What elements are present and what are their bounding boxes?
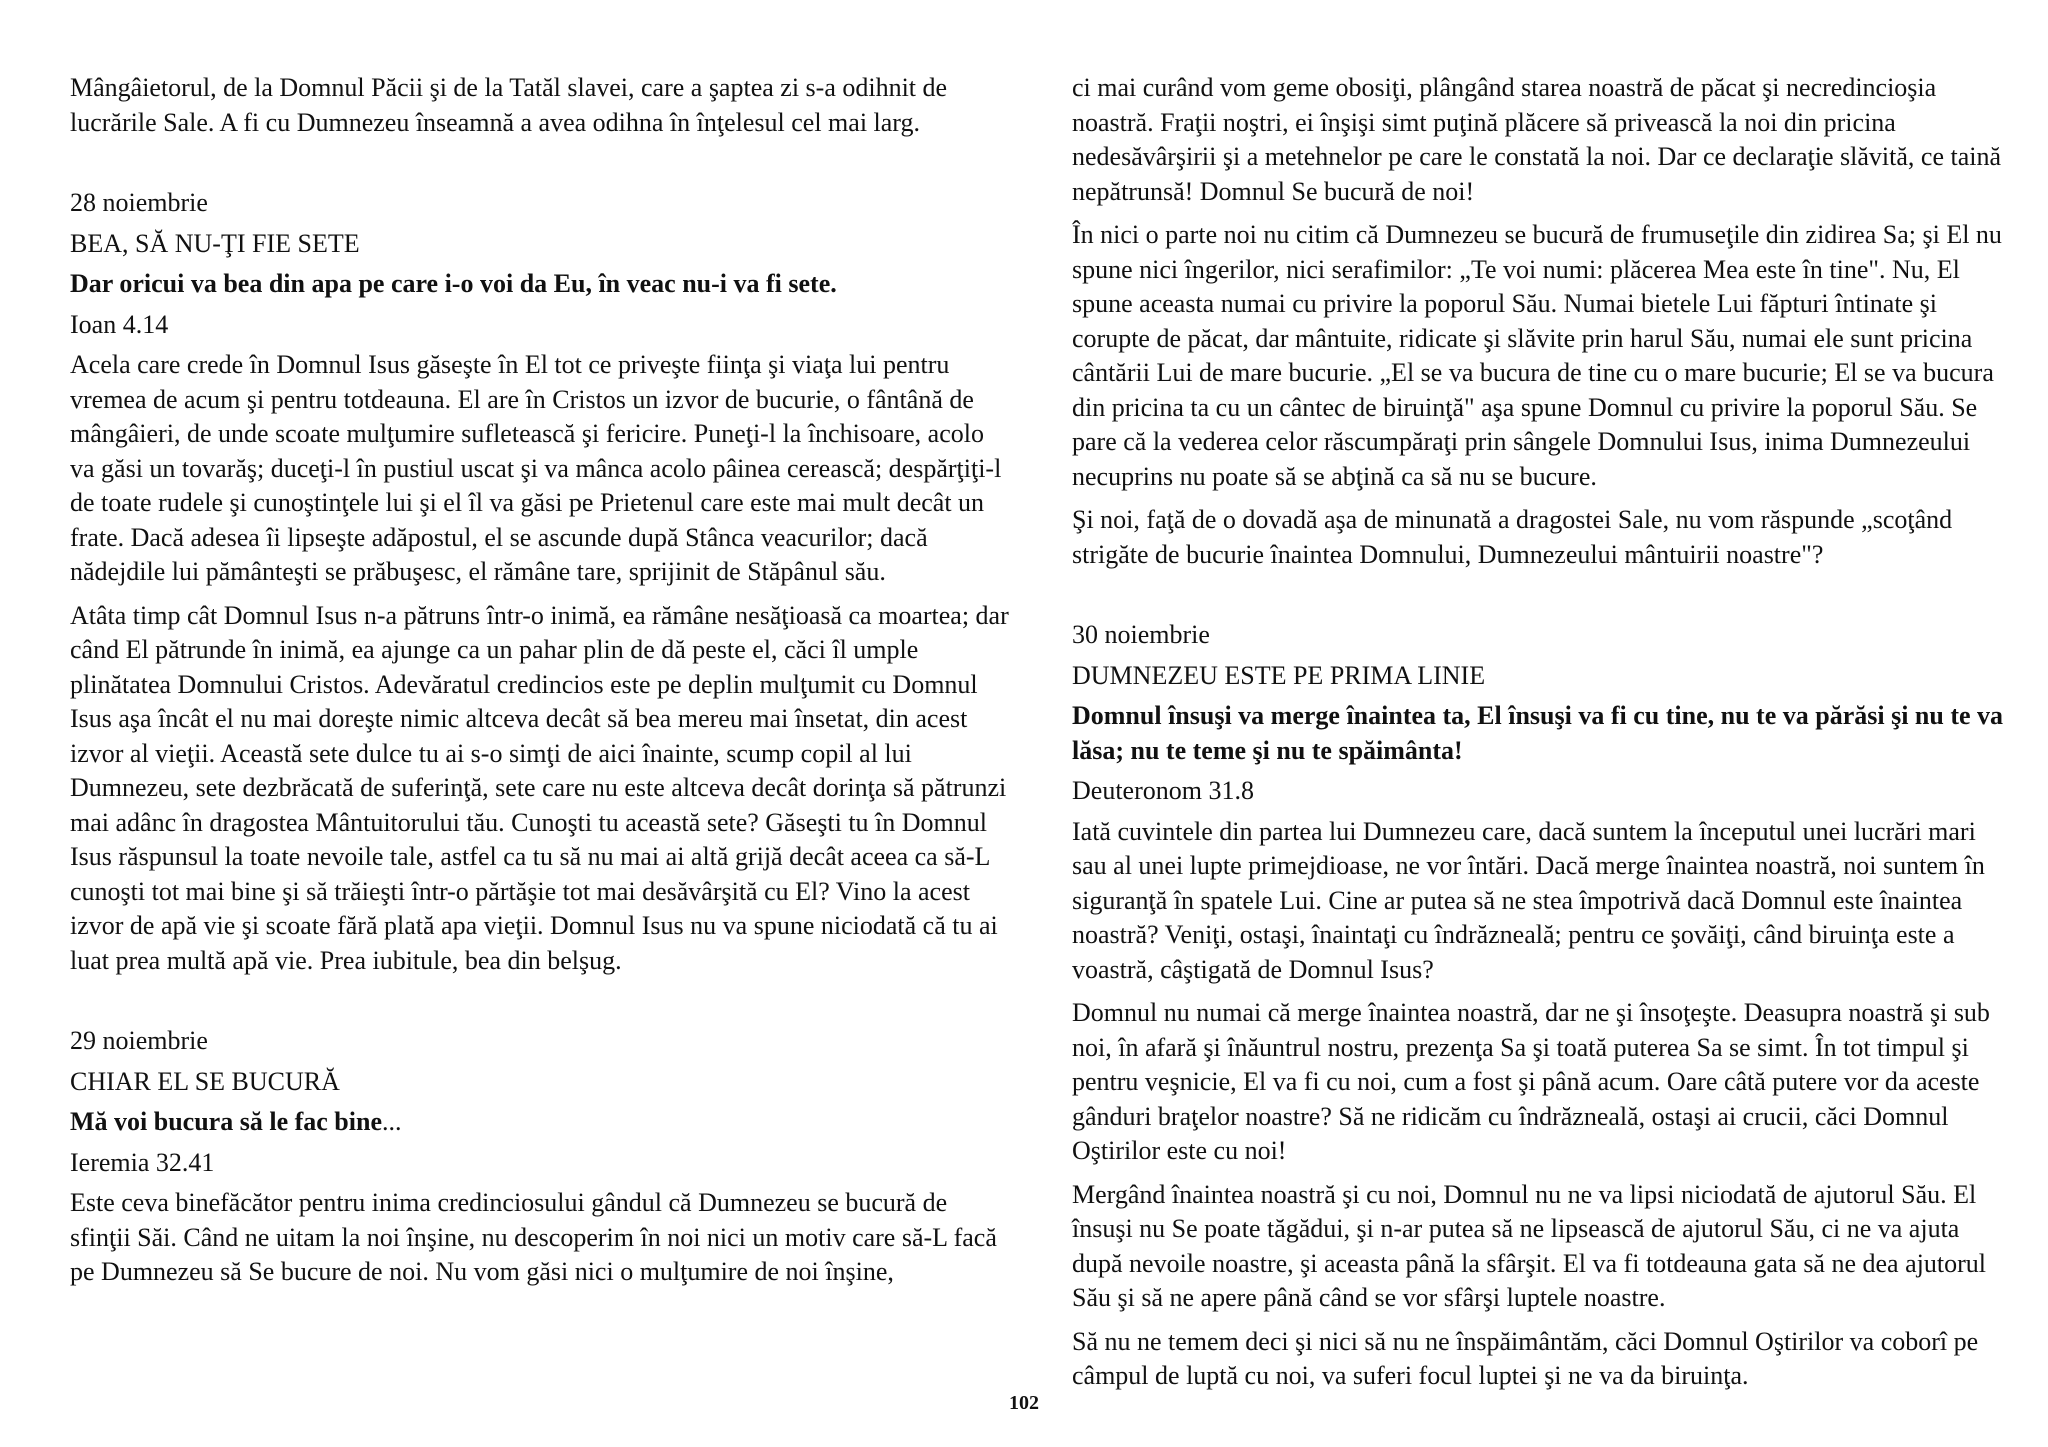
entry-title: DUMNEZEU ESTE PE PRIMA LINIE [1072,660,1486,690]
continuation-paragraph: ci mai curând vom geme obosiţi, plângând starea noastră de păcat şi necredincioşia noastră. Fraţii noştri, ei înşişi simt puţină plăcere să privească la noi din pricina nedesăvârşirii şi a metehnelor pe care le constată la noi. Dar ce declaraţie slăvită, ce taină nepătrunsă! Domnul Se bucură de noi! [1072,73,2002,206]
entry-verse: Domnul însuşi va merge înaintea ta, El însuşi va fi cu tine, nu te va părăsi şi nu te va lăsa; nu te teme şi nu te spăimânta! [1072,701,2004,765]
continuation-paragraph: Mângâietorul, de la Domnul Păcii şi de la Tatăl slavei, care a şaptea zi s-a odihnit de lucrările Sale. A fi cu Dumnezeu înseamnă a avea odihna în înţelesul cel mai larg. [70,73,948,137]
page-number: 102 [1009,1392,1039,1414]
entry-reference: Deuteronom 31.8 [1072,776,1254,805]
entry-november-29 [70,1024,1010,1290]
entry-title: CHIAR EL SE BUCURĂ [70,1066,340,1096]
entry-date: 28 noiembrie [70,188,208,217]
entry-paragraph: Este ceva binefăcător pentru inima credinciosului gândul că Dumnezeu se bucură de sfinţii Săi. Când ne uitam la noi înşine, nu descoperim în noi nici un motiv care să-L facă pe Dumnezeu să Se bucure de noi. Nu vom găsi nici o mulţumire de noi înşine, [70,1188,997,1286]
entry-date: 29 noiembrie [70,1026,208,1055]
entry-verse: Dar oricui va bea din apa pe care i-o voi da Eu, în veac nu-i va fi sete. [70,269,837,298]
entry-verse [70,1105,1010,1140]
continuation-paragraph: În nici o parte noi nu citim că Dumnezeu se bucură de frumuseţile din zidirea Sa; şi El nu spune nici îngerilor, nici serafimilor: „Te voi numi: plăcerea Mea este în tine". Nu, El spune aceasta numai cu privire la poporul Său. Numai bietele Lui făpturi întinate şi corupte de păcat, dar mântuite, ridicate şi slăvite prin harul Său, numai ele sunt pricina cântării Lui de mare bucurie. „El se va bucura de tine cu o mare bucurie; El se va bucura din pricina ta cu un cântec de biruinţă" aşa spune Domnul cu privire la poporul Său. Se pare că la vederea celor răscumpăraţi prin sângele Domnului Isus, inima Dumnezeului necuprins nu poate să se abţină ca să nu se bucure. [1072,220,2002,491]
entry-november-30 [1072,618,2010,1394]
entry-date: 30 noiembrie [1072,620,1210,649]
entry-november-28 [70,186,1010,978]
entry-reference: Ieremia 32.41 [70,1147,215,1177]
left-column [70,71,1010,1299]
entry-paragraph: Să nu ne temem deci şi nici să nu ne înspăimântăm, căci Domnul Oştirilor va coborî pe câmpul de luptă cu noi, va suferi focul luptei şi ne va da biruinţa. [1072,1326,1979,1390]
continuation-paragraph: Şi noi, faţă de o dovadă aşa de minunată a dragostei Sale, nu vom răspunde „scoţând strigăte de bucurie înaintea Domnului, Dumnezeului mântuirii noastre"? [1072,505,1953,569]
entry-verse-text: Mă voi bucura să le fac bine [70,1107,382,1136]
entry-paragraph: Iată cuvintele din partea lui Dumnezeu care, dacă suntem la începutul unei lucrări mari sau al unei lupte primejdioase, ne vor întări. Dacă merge înaintea noastră, noi suntem în siguranţă în spatele Lui. Cine ar putea să ne stea împotrivă dacă Domnul este înaintea noastră? Veniţi, ostaşi, înaintaţi cu îndrăzneală; pentru ce şovăiţi, când biruinţa este a voastră, câştigată de Domnul Isus? [1072,816,1985,984]
entry-paragraph: Mergând înaintea noastră şi cu noi, Domnul nu ne va lipsi niciodată de ajutorul Său. El însuşi nu Se poate tăgădui, şi n-ar putea să ne lipsească de ajutorul Său, ci ne va ajuta după nevoile noastre, şi aceasta până la sfârşit. El va fi totdeauna gata să ne dea ajutorul Său şi să ne apere până când se vor sfârşi luptele noastre. [1072,1179,1986,1312]
section-gap [70,149,1010,186]
entry-paragraph: Atâta timp cât Domnul Isus n-a pătruns într-o inimă, ea rămâne nesăţioasă ca moartea; dar când El pătrunde în inimă, ea ajunge ca un pahar plin de dă peste el, căci îl umple plinătatea Domnului Cristos. Adevăratul credincios este pe deplin mulţumit cu Domnul Isus aşa încât el nu mai doreşte nimic altceva decât să bea mereu mai însetat, din acest izvor al vieţii. Această sete dulce tu ai s-o simţi de aici înainte, scump copil al lui Dumnezeu, sete dezbrăcată de suferinţă, sete care nu este altceva decât dorinţa să pătrunzi mai adânc în dragostea Mântuitorului tău. Cunoşti tu această sete? Găseşti tu în Domnul Isus răspunsul la toate nevoile tale, astfel ca tu să nu mai ai altă grijă decât aceea ca să-L cunoşti tot mai bine şi să trăieşti într-o părtăşie tot mai desăvârşită cu El? Vino la acest izvor de apă vie şi scoate fără plată apa vieţii. Domnul Isus nu va spune niciodată că tu ai luat prea multă apă vie. Prea iubitule, bea din belşug. [70,600,1009,975]
entry-verse-ellipsis: ... [382,1107,402,1136]
right-column [1072,71,2010,1403]
entry-paragraph: Acela care crede în Domnul Isus găseşte în El tot ce priveşte fiinţa şi viaţa lui pentru vremea de acum şi pentru totdeauna. El are în Cristos un izvor de bucurie, o fântână de mângâieri, de unde scoate mulţumire sufletească şi fericire. Puneţi-l la închisoare, acolo va găsi un tovarăş; duceţi-l în pustiul uscat şi va mânca acolo pâinea cerească; despărţiţi-l de toate rudele şi cunoştinţele lui şi el îl va găsi pe Prietenul care este mai mult decât un frate. Dacă adesea îi lipseşte adăpostul, el se ascunde după Stânca veacurilor; dacă nădejdile lui pământeşti se prăbuşesc, el rămâne tare, sprijinit de Stăpânul său. [70,350,1002,586]
entry-reference: Ioan 4.14 [70,309,169,339]
entry-paragraph: Domnul nu numai că merge înaintea noastră, dar ne şi însoţeşte. Deasupra noastră şi sub noi, în afară şi înăuntrul nostru, prezenţa Sa şi toată puterea Sa se simt. În tot timpul şi pentru veşnicie, El va fi cu noi, cum a fost şi până acum. Oare câtă putere vor da aceste gânduri braţelor noastre? Să ne ridicăm cu îndrăzneală, ostaşi ai crucii, căci Domnul Oştirilor este cu noi! [1072,998,1990,1165]
entry-title: BEA, SĂ NU-ŢI FIE SETE [70,228,360,258]
section-gap [1072,581,2010,618]
section-gap [70,987,1010,1024]
